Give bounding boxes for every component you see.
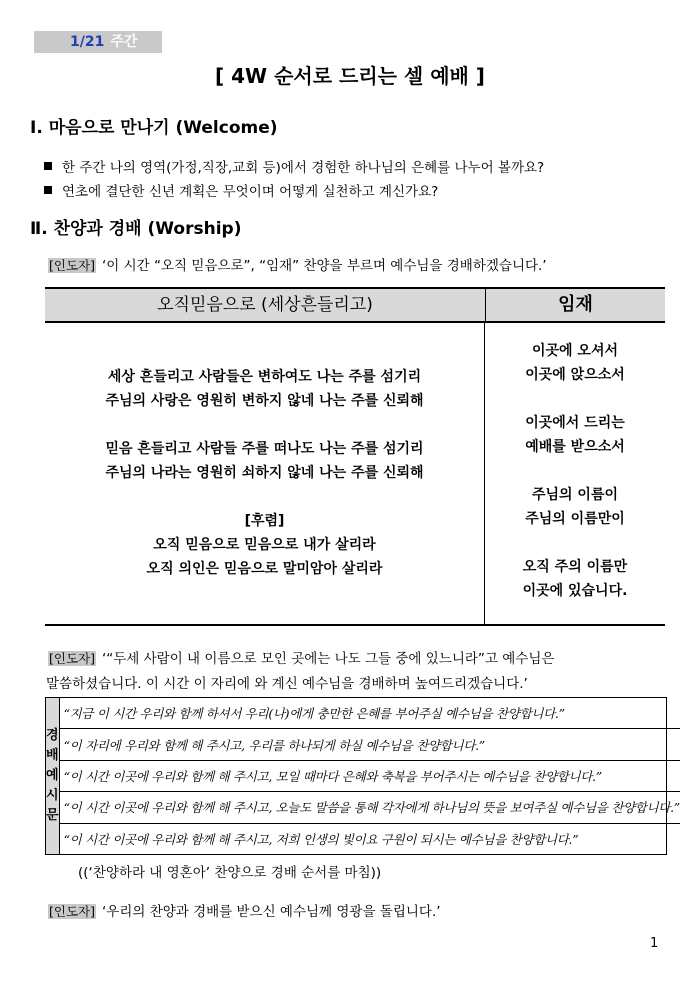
page-title: [ 4W 순서로 드리는 셀 예배 ] — [215, 64, 485, 88]
lyric-line: 오직 주의 이름만 — [522, 559, 628, 575]
page-number: 1 — [650, 936, 659, 951]
song-lyrics-table — [45, 287, 665, 626]
lyric-line: 주님의 이름이 — [531, 487, 619, 503]
worship-prayer-box — [45, 697, 680, 855]
song-title-left: 오직믿음으로 (세상흔들리고) — [45, 289, 486, 321]
lyric-line: 주님의 나라는 영원히 쇠하지 않네 나는 주를 신뢰해 — [105, 465, 424, 481]
lyrics-left — [45, 323, 485, 624]
week-tag — [34, 31, 162, 53]
leader-tag: [인도자] — [49, 651, 95, 666]
section1-bullets — [44, 156, 544, 204]
lyric-line: 주님의 이름만이 — [525, 511, 625, 527]
lyric-line: 이곳에 앉으소서 — [525, 367, 625, 383]
worship-prayer-row: “이 자리에 우리와 함께 해 주시고, 우리를 하나되게 하실 예수님을 찬양합니다.” — [60, 729, 680, 760]
bullet-item — [44, 156, 544, 180]
bullet-item — [44, 180, 544, 204]
lyric-line: 믿음 흔들리고 사람들 주를 떠나도 나는 주를 섬기리 — [105, 441, 424, 457]
bullet-text: 연초에 결단한 신년 계획은 무엇이며 어떻게 실천하고 계신가요? — [62, 184, 439, 200]
lyric-line: 오직 의인은 믿음으로 말미암아 살리라 — [146, 561, 383, 577]
closing-note: ((‘찬양하라 내 영혼아’ 찬양으로 경배 순서를 마침)) — [78, 865, 382, 881]
leader-paragraph-line: ‘“두세 사람이 내 이름으로 모인 곳에는 나도 그들 중에 있느니라”고 예수님은 — [101, 651, 555, 667]
leader-tag: [인도자] — [49, 904, 95, 919]
worship-prayer-row: “이 시간 이곳에 우리와 함께 해 주시고, 저희 인생의 빛이요 구원이 되시는 예수님을 찬양합니다.” — [63, 831, 579, 847]
lyrics-right — [485, 323, 665, 624]
worship-prayer-label: 경 배 예 시 문 — [46, 698, 60, 854]
lyric-line: 주님의 사랑은 영원히 변하지 않네 나는 주를 신뢰해 — [105, 393, 424, 409]
section2-heading: Ⅱ. 찬양과 경배 (Worship) — [30, 219, 242, 239]
worship-prayer-row: “이 시간 이곳에 우리와 함께 해 주시고, 오늘도 말씀을 통해 각자에게 하나님의 뜻을 보여주실 예수님을 찬양합니다.” — [60, 792, 680, 823]
leader-paragraph-line: 말씀하셨습니다. 이 시간 이 자리에 와 계신 예수님을 경배하며 높여드리겠습니다.’ — [46, 676, 528, 692]
lyric-line: 예배를 받으소서 — [525, 439, 625, 455]
lyric-line: 이곳에 있습니다. — [522, 583, 628, 599]
leader-paragraph — [48, 646, 668, 697]
bullet-square-icon — [44, 162, 52, 170]
week-number: 1/21 — [70, 34, 105, 50]
lyric-line: 이곳에 오셔서 — [531, 343, 619, 359]
song-table-header — [45, 289, 665, 323]
lyric-line: 세상 흔들리고 사람들은 변하여도 나는 주를 섬기리 — [107, 369, 422, 385]
lyric-line: 이곳에서 드리는 — [525, 415, 625, 431]
leader-intro — [48, 254, 547, 278]
worship-prayer-row: “지금 이 시간 우리와 함께 하셔서 우리(나)에게 충만한 은혜를 부어주실 예수님을 찬양합니다.” — [60, 698, 680, 729]
bullet-square-icon — [44, 186, 52, 194]
lyric-chorus-label: [후렴] — [244, 513, 285, 529]
lyric-line: 오직 믿음으로 믿음으로 내가 살리라 — [153, 537, 376, 553]
worship-prayer-rows — [60, 698, 680, 854]
bullet-text: 한 주간 나의 영역(가정,직장,교회 등)에서 경험한 하나님의 은혜를 나누어 볼까요? — [62, 160, 545, 176]
song-title-right: 임재 — [558, 294, 593, 315]
song-table-body — [45, 323, 665, 624]
leader-closing-text: ‘우리의 찬양과 경배를 받으신 예수님께 영광을 돌립니다.’ — [101, 904, 441, 920]
leader-intro-text: ‘이 시간 “오직 믿음으로”, “임재” 찬양을 부르며 예수님을 경배하겠습니다.’ — [101, 258, 547, 274]
week-label: 주간 — [110, 34, 138, 50]
worship-prayer-row: “이 시간 이곳에 우리와 함께 해 주시고, 모일 때마다 은혜와 축복을 부어주시는 예수님을 찬양합니다.” — [60, 761, 680, 792]
leader-closing — [48, 900, 441, 924]
section1-heading: Ⅰ. 마음으로 만나기 (Welcome) — [30, 118, 278, 138]
leader-tag: [인도자] — [49, 258, 95, 273]
